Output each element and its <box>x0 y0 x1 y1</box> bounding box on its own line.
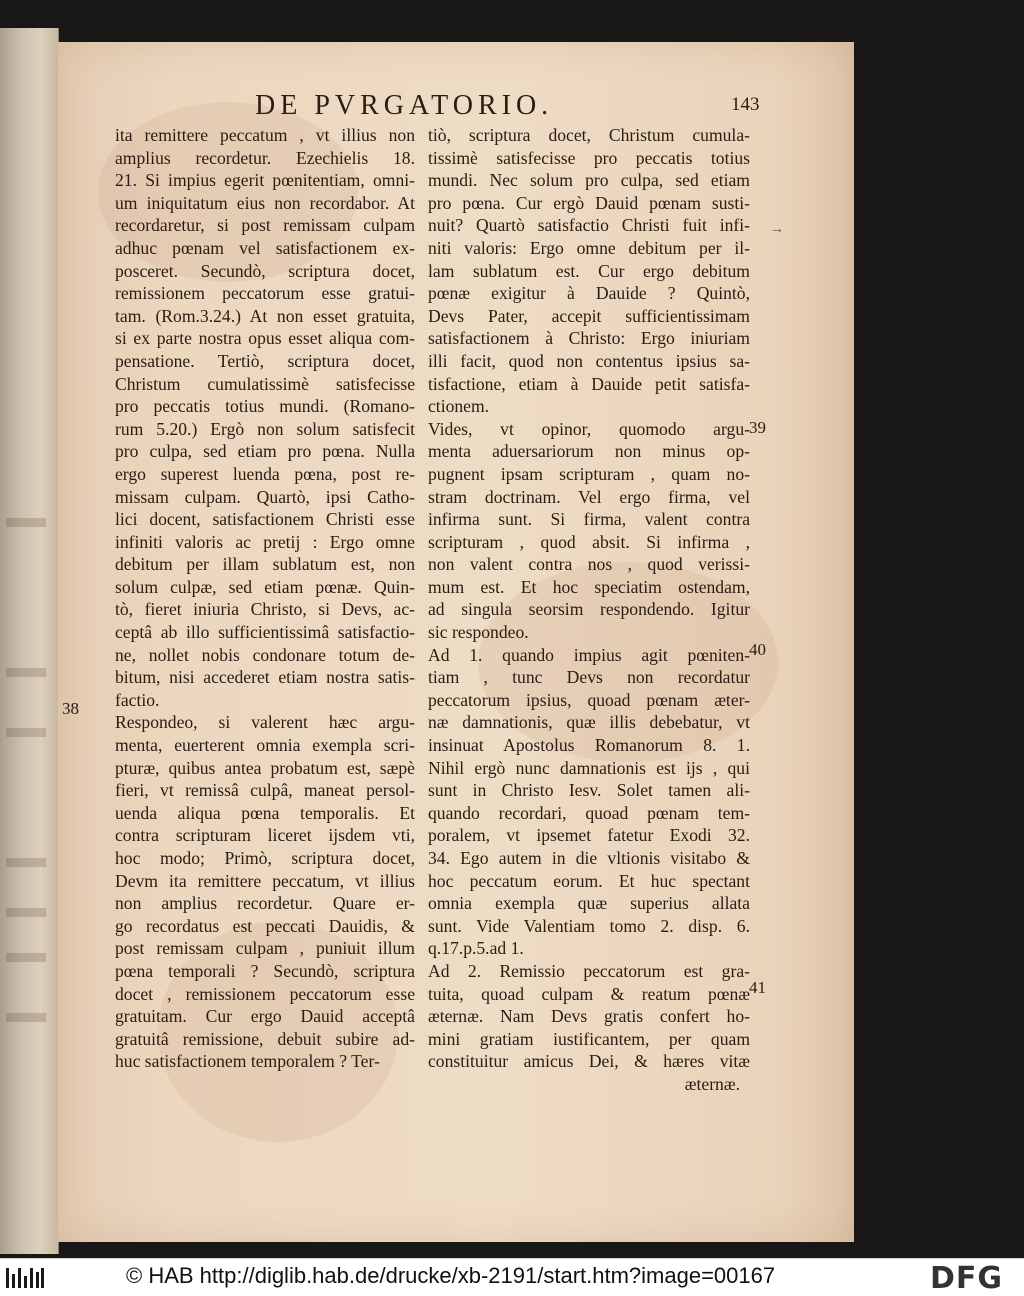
text-line: tiò, scriptura docet, Christum cumula- <box>428 125 750 145</box>
text-line: mini gratiam iustificantem, per quam <box>428 1028 750 1049</box>
text-line: infiniti valoris ac pretij : Ergo omne <box>115 531 415 552</box>
text-line: remissionem peccatorum esse gratui- <box>115 283 415 304</box>
bleed-through-mark <box>6 858 46 867</box>
text-line: ctionem. <box>428 396 490 417</box>
text-line: scripturam , quod absit. Si infirma , <box>428 531 750 552</box>
text-line: bitum, nisi accederet etiam nostra satis- <box>115 667 415 688</box>
text-line: recordaretur, si post remissam culpam <box>115 215 415 236</box>
text-line: tam. (Rom.3.24.) At non esset gratuita, <box>115 305 415 326</box>
text-line: pœna temporali ? Secundò, scriptura <box>115 960 415 981</box>
text-line: uenda aliqua pœna temporalis. Et <box>115 802 415 823</box>
text-line: satisfactionem à Christo: Ergo iniuriam <box>428 328 750 349</box>
text-line: non amplius recordetur. Quare er- <box>115 893 415 914</box>
text-line: tissimè satisfecisse pro peccatis totius <box>428 147 750 168</box>
footer-bar <box>0 1258 1024 1296</box>
bleed-through-mark <box>6 668 46 677</box>
running-header: DE PVRGATORIO. <box>255 90 554 121</box>
text-line: æternæ. <box>684 1073 740 1094</box>
text-line: lam sublatum est. Cur ergo debitum <box>428 260 750 281</box>
text-line: ita remittere peccatum , vt illius non <box>115 125 415 145</box>
text-line: poralem, vt ipsemet fatetur Exodi 32. <box>428 825 750 846</box>
text-line: fieri, vt remissâ culpâ, maneat persol- <box>115 780 415 801</box>
text-line: contra scripturam liceret ijsdem vti, <box>115 825 415 846</box>
text-line: Ad 2. Remissio peccatorum est gra- <box>428 960 750 981</box>
source-url-link[interactable]: © HAB http://diglib.hab.de/drucke/xb-2191/start.htm?image=00167 <box>126 1263 776 1288</box>
text-line: Christum cumulatissimè satisfecisse <box>115 373 415 394</box>
text-line: pro pœna. Cur ergò Dauid pœnam susti- <box>428 192 750 213</box>
text-line: Devm ita remittere peccatum, vt illius <box>115 870 415 891</box>
text-line: menta, euerterent omnia exempla scri- <box>115 735 415 756</box>
text-line: solum culpæ, sed etiam pœnæ. Quin- <box>115 576 415 597</box>
text-line: Nihil ergò nunc damnationis est ijs , qui <box>428 757 750 778</box>
text-line: docet , remissionem peccatorum esse <box>115 983 415 1004</box>
text-line: pugnent ipsam scripturam , quam no- <box>428 463 750 484</box>
text-line: pturæ, quibus antea probatum est, sæpè <box>115 757 415 778</box>
bleed-through-mark <box>6 908 46 917</box>
margin-number-38: 38 <box>62 699 79 718</box>
text-line: illi facit, quod non contentus ipsius sa- <box>428 350 750 371</box>
text-line: q.17.p.5.ad 1. <box>428 938 524 959</box>
text-line: Vides, vt opinor, quomodo argu- <box>428 418 750 439</box>
margin-number-41: 41 <box>749 978 766 997</box>
text-line: mundi. Nec solum pro culpa, sed etiam <box>428 170 750 191</box>
text-line: niti valoris: Ergo omne debitum per il- <box>428 237 750 258</box>
text-line: gratuitâ remissione, debuit subire ad- <box>115 1028 415 1049</box>
text-line: pensatione. Tertiò, scriptura docet, <box>115 350 415 371</box>
bleed-through-mark <box>6 518 46 527</box>
text-line: sic respondeo. <box>428 622 529 643</box>
text-line: tò, fieret iniuria Christo, si Devs, ac- <box>115 599 415 620</box>
text-line: sunt. Vide Valentiam tomo 2. disp. 6. <box>428 915 750 936</box>
text-line: debitum per illam sublatum est, non <box>115 554 415 575</box>
text-line: hoc modo; Primò, scriptura docet, <box>115 848 415 868</box>
text-line: post remissam culpam , puniuit illum <box>115 938 415 959</box>
text-line: ceptâ ab illo sufficientissimâ satisfactio- <box>115 622 415 643</box>
bleed-through-mark <box>6 1013 46 1022</box>
text-line: mum est. Et hoc speciatim ostendam, <box>428 576 750 597</box>
text-line: factio. <box>115 689 160 710</box>
text-line: insinuat Apostolus Romanorum 8. 1. <box>428 735 750 756</box>
text-line: næ damnationis, quæ illis debebatur, vt <box>428 712 750 733</box>
text-line: æternæ. Nam Devs gratis confert ho- <box>428 1006 750 1027</box>
text-line: non valent contra nos , quod verissi- <box>428 554 750 575</box>
text-line: go recordatus est peccati Dauidis, & <box>115 915 415 936</box>
text-line: adhuc pœnam vel satisfactionem ex- <box>115 237 415 258</box>
left-text-column <box>115 124 415 1073</box>
text-line: amplius recordetur. Ezechielis 18. <box>115 147 415 168</box>
bleed-through-mark <box>6 953 46 962</box>
text-line: sunt in Christo Iesv. Solet tamen ali- <box>428 780 750 801</box>
text-line: menta aduersariorum non minus op- <box>428 441 750 462</box>
text-line: tiam , tunc Devs non recordatur <box>428 667 750 688</box>
text-line: quando recordari, quoad pœnam tem- <box>428 802 750 823</box>
text-line: hoc peccatum eorum. Et huc spectant <box>428 870 750 891</box>
text-line: rum 5.20.) Ergò non solum satisfecit <box>115 418 415 439</box>
text-line: constituitur amicus Dei, & hæres vitæ <box>428 1051 750 1072</box>
text-line: si ex parte nostra opus esset aliqua com- <box>115 328 415 349</box>
page-number: 143 <box>731 94 760 115</box>
text-line: pro culpa, sed etiam pro pœna. Nulla <box>115 441 415 462</box>
bleed-through-mark <box>6 728 46 737</box>
text-line: huc satisfactionem temporalem ? Ter- <box>115 1051 380 1072</box>
previous-page-edge <box>0 28 59 1254</box>
text-line: stram doctrinam. Vel ergo firma, vel <box>428 486 750 507</box>
text-line: ergo superest luenda pœna, post re- <box>115 463 415 484</box>
margin-number-40: 40 <box>749 640 766 659</box>
text-line: peccatorum ipsius, quoad pœnam æter- <box>428 689 750 710</box>
dfg-logo: DFG <box>930 1261 1004 1296</box>
text-line: ad singula seorsim respondendo. Igitur <box>428 599 750 620</box>
text-line: nuit? Quartò satisfactio Christi fuit infi- <box>428 215 750 236</box>
text-line: omnia exempla quæ superius allata <box>428 893 750 914</box>
text-line: pro peccatis totius mundi. (Romano- <box>115 396 415 417</box>
text-line: Respondeo, si valerent hæc argu- <box>115 712 415 733</box>
text-line: posceret. Secundò, scriptura docet, <box>115 260 415 281</box>
margin-arrow-icon: → <box>770 222 784 237</box>
margin-number-39: 39 <box>749 418 766 437</box>
text-line: pœnæ exigitur à Dauide ? Quintò, <box>428 283 750 304</box>
text-line: ne, nollet nobis condonare totum de- <box>115 644 415 665</box>
text-line: 34. Ego autem in die vltionis visitabo & <box>428 848 750 868</box>
text-line: missam culpam. Quartò, ipsi Catho- <box>115 486 415 507</box>
hab-logo-icon <box>6 1268 44 1288</box>
text-line: Ad 1. quando impius agit pœniten- <box>428 644 750 665</box>
right-text-column <box>428 124 750 1096</box>
text-line: tuita, quoad culpam & reatum pœnæ <box>428 983 750 1004</box>
text-line: lici docent, satisfactionem Christi esse <box>115 509 415 530</box>
text-line: Devs Pater, accepit sufficientissimam <box>428 305 750 326</box>
text-line: infirma sunt. Si firma, valent contra <box>428 509 750 530</box>
text-line: tisfactione, etiam à Dauide petit satisfa- <box>428 373 750 394</box>
text-line: gratuitam. Cur ergo Dauid acceptâ <box>115 1006 415 1027</box>
text-line: 21. Si impius egerit pœnitentiam, omni- <box>115 170 415 191</box>
text-line: um iniquitatum eius non recordabor. At <box>115 192 415 213</box>
